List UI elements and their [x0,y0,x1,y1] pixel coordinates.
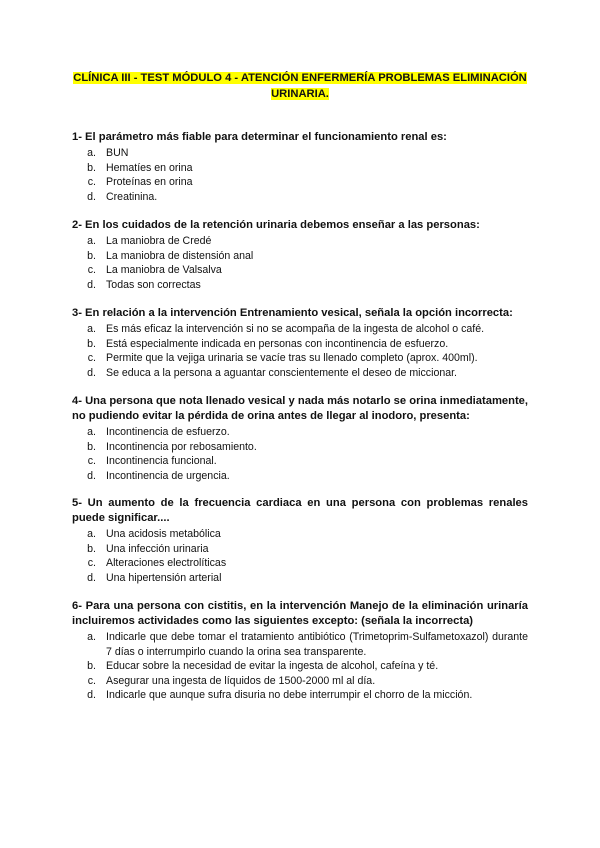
option-letter: d. [87,366,96,379]
question-2 [72,218,528,292]
option-d[interactable] [72,190,528,205]
option-letter: b. [87,161,96,174]
option-b[interactable] [72,659,528,674]
option-b[interactable] [72,161,528,176]
option-text: Incontinencia funcional. [106,455,217,468]
option-a[interactable] [72,630,528,659]
option-text: Indicarle que aunque sufra disuria no debe interrumpir el chorro de la micción. [106,689,473,702]
question-text: 2- En los cuidados de la retención urinaria debemos enseñar a las personas: [72,219,480,231]
option-letter: c. [87,352,96,365]
option-d[interactable] [72,688,528,703]
option-text: Incontinencia por rebosamiento. [106,440,257,453]
option-letter: c. [87,674,96,687]
option-letter: b. [87,249,96,262]
option-b[interactable] [72,337,528,352]
option-letter: c. [87,176,96,189]
option-text: Una acidosis metabólica [106,528,221,540]
option-letter: c. [87,264,96,277]
option-letter: b. [87,337,96,350]
option-text: Una infección urinaria [106,542,209,555]
option-letter: d. [87,571,96,584]
option-text: Permite que la vejiga urinaria se vacíe tras su llenado completo (aprox. 400ml). [106,352,478,365]
option-letter: c. [87,557,96,570]
question-text: 3- En relación a la intervención Entrenamiento vesical, señala la opción incorrecta: [72,307,513,319]
option-letter: a. [87,528,96,540]
question-text: 1- El parámetro más fiable para determinar el funcionamiento renal es: [72,131,447,143]
option-text: Indicarle que debe tomar el tratamiento antibiótico (Trimetoprim-Sulfametoxazol) durante 7 días o interrumpirlo cuando la orina sea transparente. [106,631,528,658]
option-text: Hematíes en orina [106,161,193,174]
question-4 [72,394,528,483]
option-d[interactable] [72,469,528,484]
option-text: Está especialmente indicada en personas con incontinencia de esfuerzo. [106,337,449,350]
option-letter: b. [87,440,96,453]
question-text: 4- Una persona que nota llenado vesical y nada más notarlo se orina inmediatamente, no pudiendo evitar la pérdida de orina antes de llegar al inodoro, presenta: [72,395,528,422]
option-text: Todas son correctas [106,278,201,291]
options-list [72,425,528,483]
option-text: La maniobra de Credé [106,235,212,247]
option-text: Se educa a la persona a aguantar conscientemente el deseo de miccionar. [106,366,458,379]
document-title [64,70,536,102]
option-letter: a. [87,235,96,247]
option-text: Educar sobre la necesidad de evitar la ingesta de alcohol, cafeína y té. [106,660,439,673]
question-text: 6- Para una persona con cistitis, en la intervención Manejo de la eliminación urinaría incluiremos actividades como las siguientes excepto: (señala la incorrecta) [72,600,528,627]
question-6 [72,599,528,703]
question-5 [72,496,528,585]
option-text: Una hipertensión arterial [106,571,222,584]
option-letter: b. [87,542,96,555]
title-line-2: URINARIA. [271,88,329,100]
title-line-1: CLÍNICA III - TEST MÓDULO 4 - ATENCIÓN ENFERMERÍA PROBLEMAS ELIMINACIÓN [73,72,527,84]
option-a[interactable] [72,322,528,337]
option-letter: a. [87,631,96,643]
option-a[interactable] [72,425,528,440]
option-c[interactable] [72,175,528,190]
option-letter: a. [87,147,96,159]
question-1 [72,130,528,204]
option-text: Asegurar una ingesta de líquidos de 1500-2000 ml al día. [106,674,376,687]
option-letter: d. [87,190,96,203]
option-letter: d. [87,689,96,702]
option-text: Alteraciones electrolíticas [106,557,227,570]
option-letter: c. [87,455,96,468]
option-letter: d. [87,469,96,482]
option-text: BUN [106,147,129,159]
question-text: 5- Un aumento de la frecuencia cardiaca en una persona con problemas renales puede significar.... [72,497,528,524]
option-a[interactable] [72,234,528,249]
option-letter: a. [87,323,96,335]
option-b[interactable] [72,249,528,264]
option-letter: b. [87,660,96,673]
option-text: La maniobra de distensión anal [106,249,254,262]
option-letter: d. [87,278,96,291]
option-text: Proteínas en orina [106,176,193,189]
option-c[interactable] [72,263,528,278]
option-text: Incontinencia de esfuerzo. [106,426,230,438]
option-text: Es más eficaz la intervención si no se acompaña de la ingesta de alcohol o café. [106,323,485,335]
option-text: Incontinencia de urgencia. [106,469,230,482]
option-a[interactable] [72,146,528,161]
option-b[interactable] [72,440,528,455]
option-c[interactable] [72,351,528,366]
option-letter: a. [87,426,96,438]
question-3 [72,306,528,380]
option-a[interactable] [72,527,528,542]
option-b[interactable] [72,542,528,557]
option-text: Creatinina. [106,190,158,203]
options-list [72,146,528,204]
option-d[interactable] [72,278,528,293]
option-c[interactable] [72,556,528,571]
options-list [72,527,528,585]
option-d[interactable] [72,366,528,381]
option-d[interactable] [72,571,528,586]
options-list [72,322,528,380]
option-c[interactable] [72,674,528,689]
option-text: La maniobra de Valsalva [106,264,222,277]
option-c[interactable] [72,454,528,469]
options-list [72,630,528,703]
options-list [72,234,528,292]
